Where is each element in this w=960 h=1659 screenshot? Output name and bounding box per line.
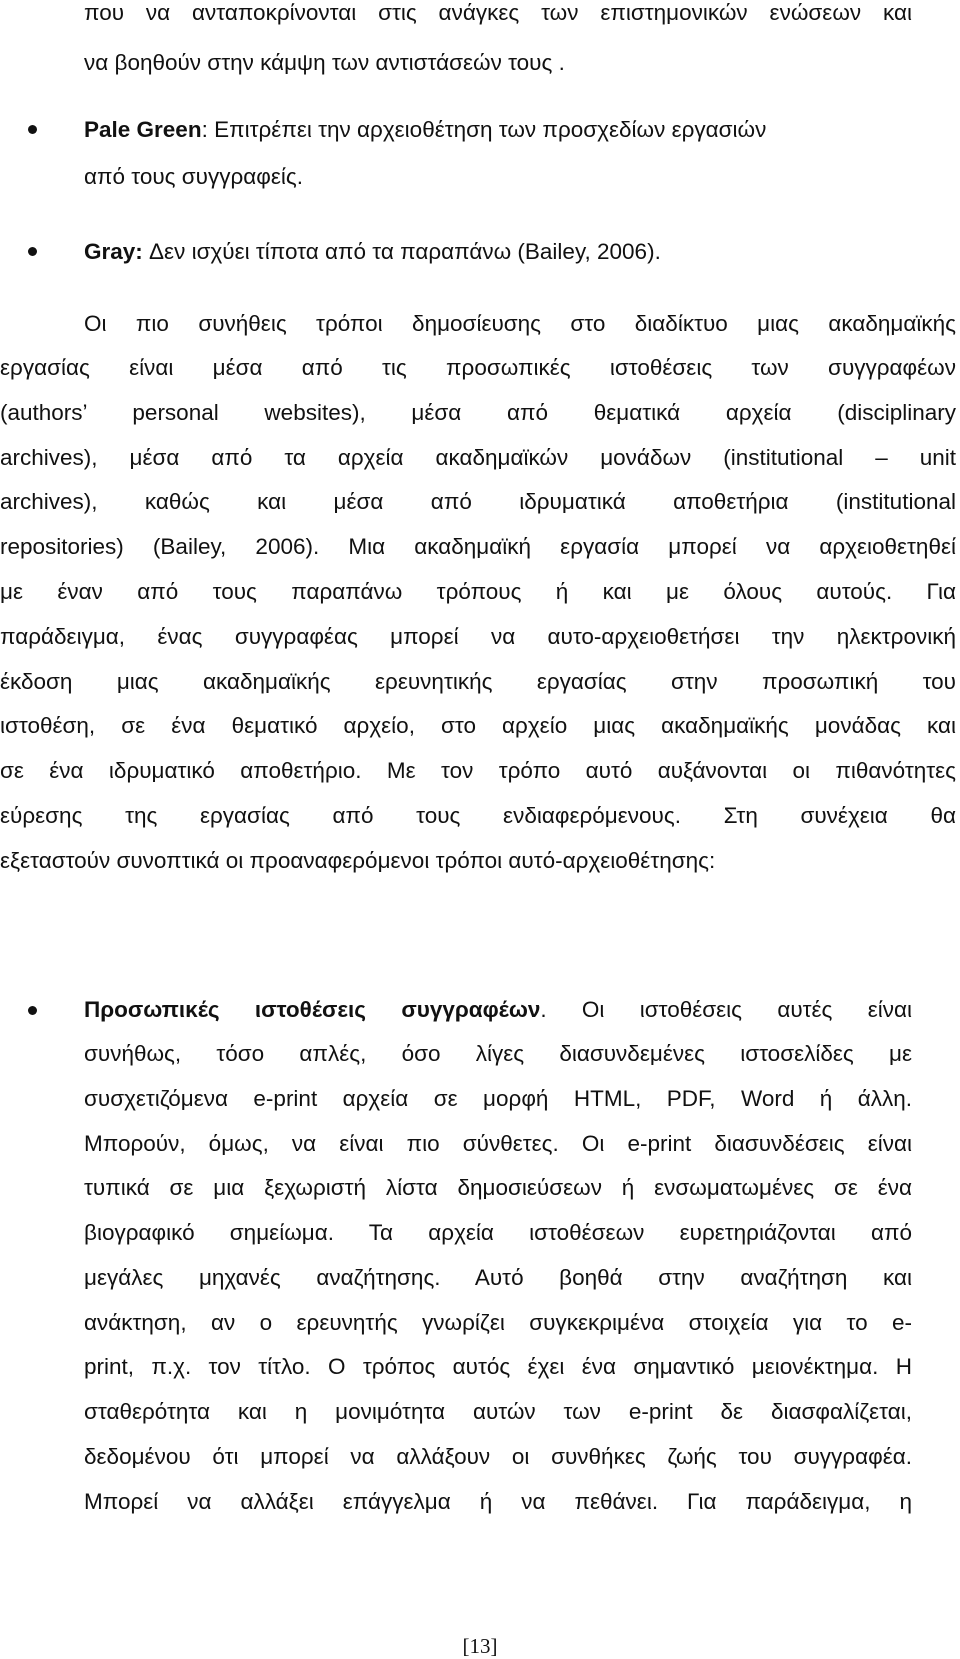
- bullet-text-line: [84, 239, 912, 265]
- bullet-rest: : Επιτρέπει την αρχειοθέτηση των προσχεδίων εργασιών: [201, 117, 767, 142]
- continuation-line-1: που να ανταποκρίνονται στις ανάγκες των επιστημονικών ενώσεων και: [84, 0, 912, 25]
- bullet-text-line: συσχετιζόμενα e-print αρχεία σε μορφή HTML, PDF, Word ή άλλη.: [84, 1086, 912, 1111]
- bullet-rest: Δεν ισχύει τίποτα από τα παραπάνω (Bailey, 2006).: [142, 239, 661, 264]
- bullet-text-line: τυπικά σε μια ξεχωριστή λίστα δημοσιεύσεων ή ενσωματωμένες σε ένα: [84, 1175, 912, 1200]
- paragraph-line: σε ένα ιδρυματικό αποθετήριο. Με τον τρόπο αυτό αυξάνονται οι πιθανότητες: [0, 758, 956, 783]
- bullet-term: Pale Green: [84, 117, 202, 142]
- bullet-text-line: σταθερότητα και η μονιμότητα αυτών των e-print δε διασφαλίζεται,: [84, 1399, 912, 1424]
- continuation-line-2: να βοηθούν στην κάμψη των αντιστάσεών τους .: [84, 50, 565, 75]
- bullet-rest: . Οι ιστοθέσεις αυτές είναι: [540, 997, 912, 1022]
- bullet-text-line: [84, 117, 912, 143]
- bullet-text-line: [84, 997, 912, 1023]
- bullet-text-line: print, π.χ. τον τίτλο. Ο τρόπος αυτός έχει ένα σημαντικό μειονέκτημα. Η: [84, 1354, 912, 1379]
- paragraph-line: Οι πιο συνήθεις τρόποι δημοσίευσης στο διαδίκτυο μιας ακαδημαϊκής: [84, 311, 956, 336]
- paragraph-line: εξεταστούν συνοπτικά οι προαναφερόμενοι τρόποι αυτό-αρχειοθέτησης:: [0, 848, 716, 873]
- paragraph-line: με έναν από τους παραπάνω τρόπους ή και με όλους αυτούς. Για: [0, 579, 956, 604]
- paragraph-line: εύρεσης της εργασίας από τους ενδιαφερόμενους. Στη συνέχεια θα: [0, 803, 956, 828]
- paragraph-line: archives), μέσα από τα αρχεία ακαδημαϊκών μονάδων (institutional – unit: [0, 445, 956, 470]
- paragraph-line: παράδειγμα, ένας συγγραφέας μπορεί να αυτο-αρχειοθετήσει την ηλεκτρονική: [0, 624, 956, 649]
- bullet-text-line: από τους συγγραφείς.: [84, 164, 303, 189]
- bullet-text-line: ανάκτηση, αν ο ερευνητής γνωρίζει συγκεκριμένα στοιχεία για το e-: [84, 1310, 912, 1335]
- page-number: [13]: [462, 1634, 498, 1658]
- paragraph-line: εργασίας είναι μέσα από τις προσωπικές ιστοθέσεις των συγγραφέων: [0, 355, 956, 380]
- bullet-term: Προσωπικές ιστοθέσεις συγγραφέων: [84, 997, 541, 1022]
- bullet-term: Gray:: [84, 239, 143, 264]
- bullet-icon: [28, 125, 37, 134]
- bullet-icon: [28, 247, 37, 256]
- bullet-text-line: Μπορούν, όμως, να είναι πιο σύνθετες. Οι e-print διασυνδέσεις είναι: [84, 1131, 912, 1156]
- paragraph-line: ιστοθέση, σε ένα θεματικό αρχείο, στο αρχείο μιας ακαδημαϊκής μονάδας και: [0, 713, 956, 738]
- bullet-text-line: μεγάλες μηχανές αναζήτησης. Αυτό βοηθά στην αναζήτηση και: [84, 1265, 912, 1290]
- paragraph-line: repositories) (Bailey, 2006). Μια ακαδημαϊκή εργασία μπορεί να αρχειοθετηθεί: [0, 534, 956, 559]
- paragraph-line: έκδοση μιας ακαδημαϊκής ερευνητικής εργασίας στην προσωπική του: [0, 669, 956, 694]
- paragraph-line: archives), καθώς και μέσα από ιδρυματικά αποθετήρια (institutional: [0, 489, 956, 514]
- bullet-text-line: Μπορεί να αλλάξει επάγγελμα ή να πεθάνει. Για παράδειγμα, η: [84, 1489, 912, 1514]
- bullet-text-line: συνήθως, τόσο απλές, όσο λίγες διασυνδεμένες ιστοσελίδες με: [84, 1041, 912, 1066]
- bullet-text-line: βιογραφικό σημείωμα. Τα αρχεία ιστοθέσεων ευρετηριάζονται από: [84, 1220, 912, 1245]
- paragraph-line: (authors’ personal websites), μέσα από θεματικά αρχεία (disciplinary: [0, 400, 956, 425]
- bullet-text-line: δεδομένου ότι μπορεί να αλλάξουν οι συνθήκες ζωής του συγγραφέα.: [84, 1444, 912, 1469]
- bullet-icon: [28, 1006, 37, 1015]
